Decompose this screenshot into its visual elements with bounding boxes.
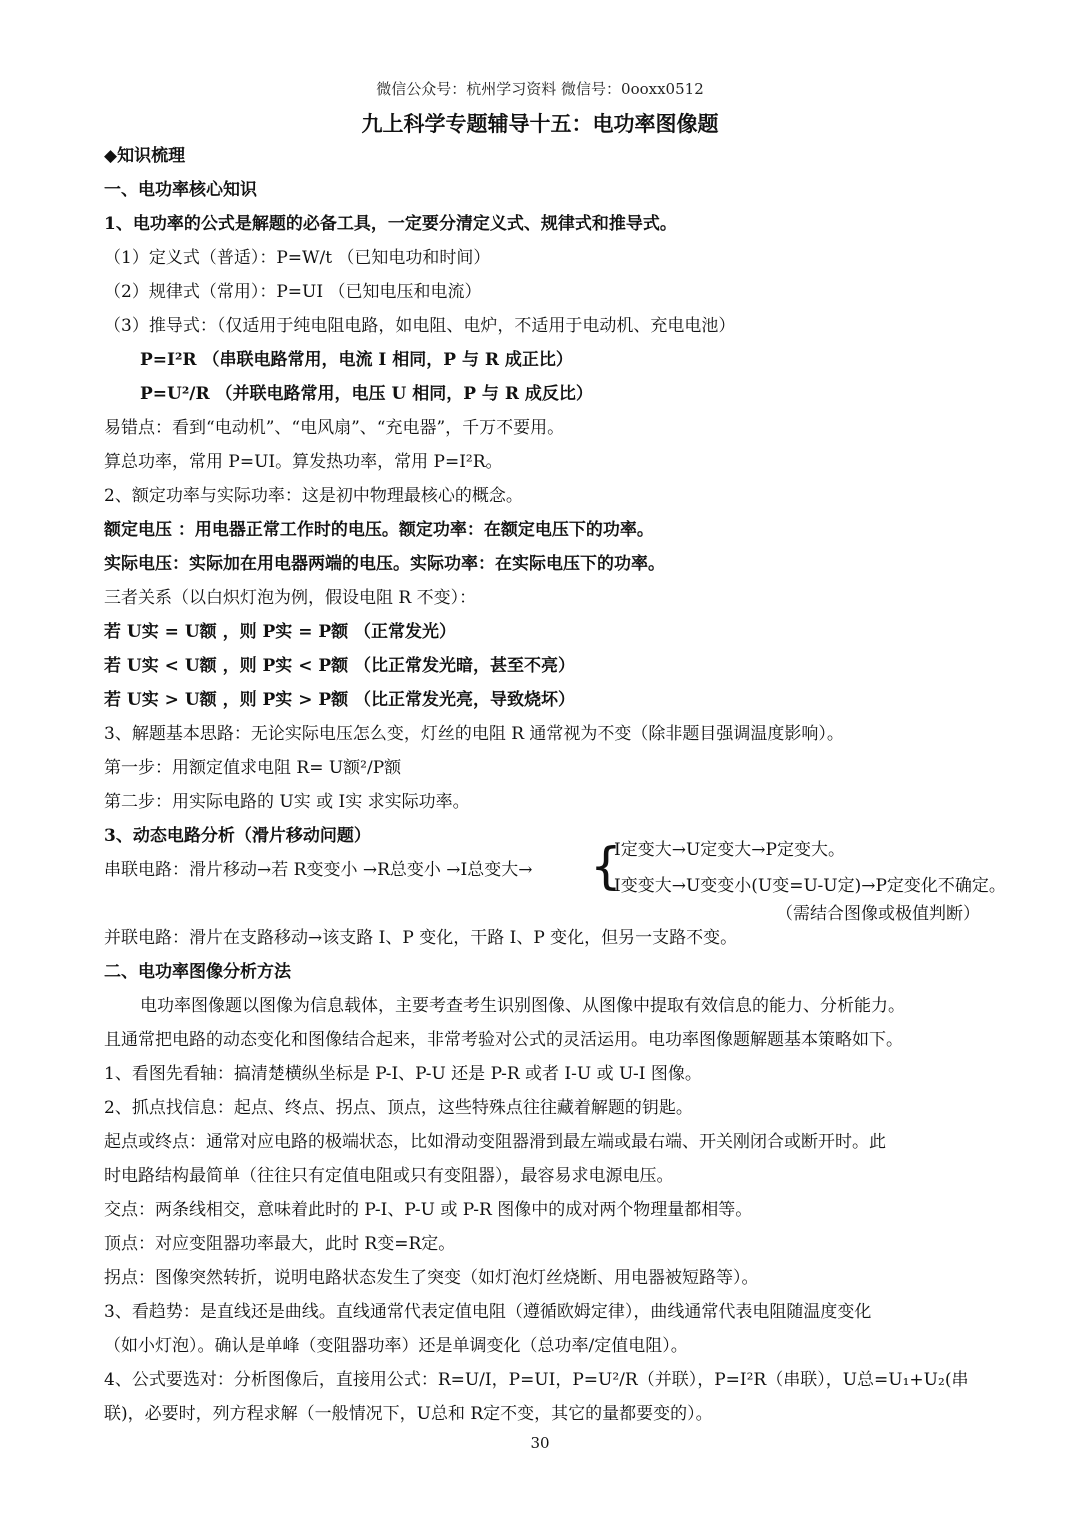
line: 2、额定功率与实际功率：这是初中物理最核心的概念。 (104, 486, 523, 506)
line: 算总功率，常用 P=UI。算发热功率，常用 P=I²R。 (104, 452, 503, 472)
line: （1）定义式（普适）：P=W/t （已知电功和时间） (104, 248, 491, 268)
line: 拐点：图像突然转折，说明电路状态发生了突变（如灯泡灯丝烧断、用电器被短路等）。 (104, 1268, 759, 1288)
line: P=U²/R （并联电路常用，电压 U 相同，P 与 R 成反比） (140, 384, 593, 404)
line: 交点：两条线相交，意味着此时的 P-I、P-U 或 P-R 图像中的成对两个物理量都相等。 (104, 1200, 753, 1220)
line: 若 U实 < U额 ，则 P实 < P额 （比正常发光暗，甚至不亮） (104, 656, 576, 676)
line: P=I²R （串联电路常用，电流 I 相同，P 与 R 成正比） (140, 350, 573, 370)
line: （如小灯泡）。确认是单峰（变阻器功率）还是单调变化（总功率/定值电阻）。 (104, 1336, 688, 1356)
line: 电功率图像题以图像为信息载体，主要考查考生识别图像、从图像中提取有效信息的能力、分析能力。 (140, 996, 905, 1016)
page-title: 九上科学专题辅导十五：电功率图像题 (361, 111, 719, 136)
line: 易错点：看到“电动机”、“电风扇”、“充电器”，千万不要用。 (104, 418, 565, 438)
line: 第二步：用实际电路的 U实 或 I实 求实际功率。 (104, 792, 470, 812)
line: 三者关系（以白炽灯泡为例，假设电阻 R 不变）： (104, 588, 477, 608)
heading-1: 一、电功率核心知识 (104, 180, 257, 200)
line: 并联电路：滑片在支路移动→该支路 I、P 变化，干路 I、P 变化，但另一支路不变。 (104, 928, 738, 948)
line: 且通常把电路的动态变化和图像结合起来，非常考验对公式的灵活运用。电功率图像题解题基本策略如下。 (104, 1030, 903, 1050)
line: 3、看趋势：是直线还是曲线。直线通常代表定值电阻（遵循欧姆定律），曲线通常代表电阻随温度变化 (104, 1302, 872, 1322)
line: 联)，必要时，列方程求解（一般情况下，U总和 R定不变，其它的量都要变的）。 (104, 1404, 713, 1424)
line: （需结合图像或极值判断） (776, 904, 980, 924)
line: I定变大→U定变大→P定变大。 (614, 840, 845, 860)
line: 串联电路：滑片移动→若 R变变小 →R总变小 →I总变大→ (104, 860, 533, 880)
line: 1、看图先看轴：搞清楚横纵坐标是 P-I、P-U 还是 P-R 或者 I-U 或 U-I 图像。 (104, 1064, 702, 1084)
line: （2）规律式（常用）：P=UI （已知电压和电流） (104, 282, 482, 302)
line: 第一步：用额定值求电阻 R= U额²/P额 (104, 758, 402, 778)
line: 若 U实 = U额 ，则 P实 = P额 （正常发光） (104, 622, 457, 642)
line: 额定电压 ：用电器正常工作时的电压。额定功率：在额定电压下的功率。 (104, 520, 654, 540)
brace-icon: { (590, 837, 622, 895)
line: I变变大→U变变小(U变=U-U定)→P定变化不确定。 (614, 876, 1006, 896)
page-number: 30 (530, 1434, 550, 1452)
line: 4、公式要选对：分析图像后，直接用公式：R=U/I，P=UI，P=U²/R（并联），P=I²R（串联），U总=U₁+U₂(串 (104, 1370, 969, 1390)
line: 实际电压：实际加在用电器两端的电压。实际功率：在实际电压下的功率。 (104, 554, 665, 574)
line: 若 U实 > U额 ，则 P实 > P额 （比正常发光亮，导致烧坏） (104, 690, 576, 710)
line: （3）推导式：（仅适用于纯电阻电路，如电阻、电炉，不适用于电动机、充电电池） (104, 316, 736, 336)
heading-2: 二、电功率图像分析方法 (104, 962, 291, 982)
line: 起点或终点：通常对应电路的极端状态，比如滑动变阻器滑到最左端或最右端、开关刚闭合或断开时。此 (104, 1132, 886, 1152)
line: 3、动态电路分析（滑片移动问题） (104, 826, 371, 846)
line: 时电路结构最简单（往往只有定值电阻或只有变阻器），最容易求电源电压。 (104, 1166, 674, 1186)
line: 1、电功率的公式是解题的必备工具，一定要分清定义式、规律式和推导式。 (104, 214, 677, 234)
line: 3、解题基本思路：无论实际电压怎么变，灯丝的电阻 R 通常视为不变（除非题目强调温度影响）。 (104, 724, 844, 744)
section-knowledge: ◆知识梳理 (104, 146, 186, 166)
line: 2、抓点找信息：起点、终点、拐点、顶点，这些特殊点往往藏着解题的钥匙。 (104, 1098, 693, 1118)
line: 顶点：对应变阻器功率最大，此时 R变=R定。 (104, 1234, 456, 1254)
header-text: 微信公众号：杭州学习资料 微信号：0ooxx0512 (376, 80, 704, 98)
